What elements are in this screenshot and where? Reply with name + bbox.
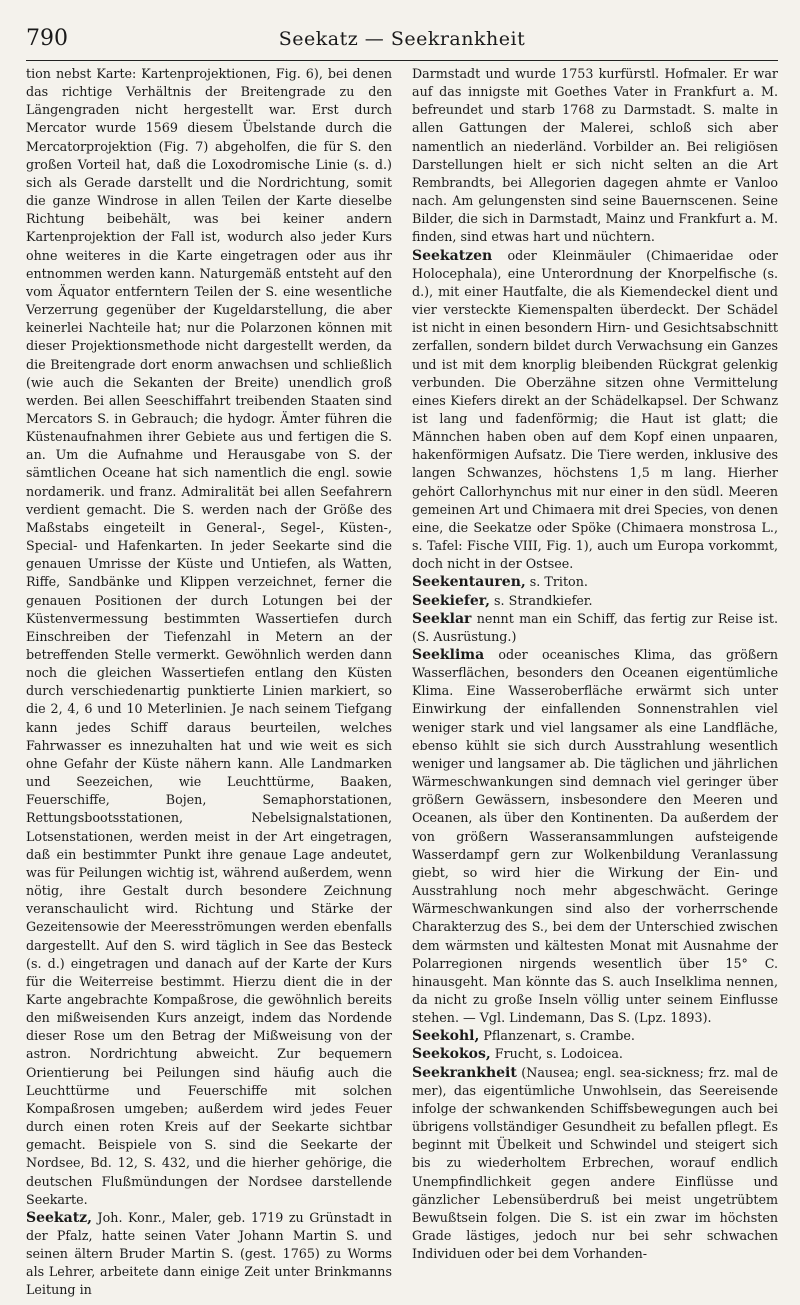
entry-text: nennt man ein Schiff, das fertig zur Reise ist. (S. Ausrüstung.) (412, 610, 778, 644)
entry-text: s. Triton. (525, 574, 588, 590)
dictionary-entry (412, 646, 778, 1027)
entry-continuation (412, 65, 778, 247)
entry-text: Pflanzenart, s. Crambe. (479, 1028, 635, 1044)
entry-text: Darmstadt und wurde 1753 kurfürstl. Hofmaler. Er war auf das innigste mit Goethes Vater in Frankfurt a. M. befreundet und starb 1768 zu Darmstadt. S. malte in allen Gattungen der Malerei, schloß sich aber namentlich an niederländ. Vorbilder an. Bei religiösen Darstellungen hielt er sich nicht selten an die Art Rembrandts, bei Allegorien dagegen ahmte er Vanloo nach. Am gelungensten sind seine Bauernscenen. Seine Bilder, die sich in Darmstadt, Mainz und Frankfurt a. M. finden, sind etwas hart und nüchtern. (412, 66, 778, 245)
dictionary-entry (412, 573, 778, 591)
running-head: Seekatz — Seekrankheit (278, 28, 526, 50)
entry-text: s. Strandkiefer. (490, 592, 593, 608)
entry-headword: Seekiefer, (412, 592, 491, 609)
dictionary-entry (412, 1064, 778, 1264)
entry-headword: Seeklima (412, 647, 485, 663)
dictionary-entry (26, 1209, 392, 1300)
entry-headword: Seekrankheit (412, 1064, 517, 1081)
dictionary-entry (412, 610, 778, 646)
entry-continuation (26, 65, 392, 1209)
dictionary-entry (412, 592, 778, 610)
entry-headword: Seeklar (412, 610, 472, 627)
page-header (26, 22, 778, 61)
entry-headword: Seekokos, (412, 1046, 491, 1063)
entry-text: tion nebst Karte: Kartenprojektionen, Fig. 6), bei denen das richtige Verhältnis der Breitengrade zu den Längengraden nicht hergestellt war. Erst durch Mercator wurde 1569 diesem Übelstande durch die Mercatorprojektion (Fig. 7) abgeholfen, die für S. den großen Vorteil hat, daß die Loxodromische Linie (s. d.) sich als Gerade darstellt und die Nordrichtung, somit die ganze Windrose in allen Teilen der Karte dieselbe Richtung beibehält, was bei keiner andern Kartenprojektion der Fall ist, wodurch also jeder Kurs ohne weiteres in die Karte eingetragen oder aus ihr entnommen werden kann. Naturgemäß entsteht auf den vom Äquator entferntern Teilen der S. eine wesentliche Verzerrung gegenüber der Kugeldarstellung, die aber keinerlei Nachteile hat; nur die Polarzonen können mit dieser Projektionsmethode nicht dargestellt werden, da die Breitengrade dort enorm anwachsen und schließlich (wie auch die Sekanten der Breite) unendlich groß werden. Bei allen Seeschiffahrt treibenden Staaten sind Mercators S. in Gebrauch; die hydogr. Ämter führen die Küstenaufnahmen ihrer Gebiete aus und fertigen die S. an. Um die Aufnahme und Herausgabe von S. der sämtlichen Oceane hat sich namentlich die engl. sowie nordamerik. und franz. Admiralität bei allen Seefahrern verdient gemacht. Die S. werden nach der Größe des Maßstabs eingeteilt in General-, Segel-, Küsten-, Special- und Hafenkarten. In jeder Seekarte sind die genauen Umrisse der Küste und Untiefen, als Watten, Riffe, Sandbänke und Klippen verzeichnet, ferner die genauen Positionen der durch Lotungen bei der Küstenvermessung bestimmten Wassertiefen durch Einschreiben der Tiefenzahl in Metern an der betreffenden Stelle vermerkt. Gewöhnlich werden dann noch die gleichen Wassertiefen entlang den Küsten durch verschiedenartig punktierte Linien markiert, so die 2, 4, 6 und 10 Meterlinien. Je nach seinem Tiefgang kann jedes Schiff daraus beurteilen, welches Fahrwasser es innezuhalten hat und wie weit es sich ohne Gefahr der Küste nähern kann. Alle Landmarken und Seezeichen, wie Leuchttürme, Baaken, Feuerschiffe, Bojen, Semaphorstationen, Rettungsbootsstationen, Nebelsignalstationen, Lotsenstationen, werden meist in der Art eingetragen, daß ein bestimmter Punkt ihre genaue Lage andeutet, was für Peilungen wichtig ist, während außerdem, wenn nötig, ihre Gestalt durch besondere Zeichnung veranschaulicht wird. Richtung und Stärke der Gezeitensowie der Meeresströmungen werden ebenfalls dargestellt. Auf den S. wird täglich in See das Besteck (s. d.) eingetragen und danach auf der Karte der Kurs für die Weiterreise bestimmt. Hierzu dient die in der Karte angebrachte Kompaßrose, die gewöhnlich bereits den mißweisenden Kurs anzeigt, indem das Nordende dieser Rose um den Betrag der Mißweisung von der astron. Nordrichtung abweicht. Zur bequemern Orientierung bei Peilungen sind häufig auch die Leuchttürme und Feuerschiffe mit solchen Kompaßrosen umgeben; außerdem wird jedes Feuer durch einen roten Kreis auf der Seekarte sichtbar gemacht. Beispiele von S. sind die Seekarte der Nordsee, Bd. 12, S. 432, und die hierher gehörige, die deutschen Flußmündungen der Nordsee darstellende Seekarte. (26, 66, 392, 1207)
entry-headword: Seekatzen (412, 247, 493, 264)
entry-headword: Seekentauren, (412, 574, 526, 591)
right-column (412, 65, 778, 1300)
entry-text: oder Kleinmäuler (Chimaeridae oder Holocephala), eine Unterordnung der Knorpelfische (s. d.), mit einer Hautfalte, die als Kiemendeckel dient und vier versteckte Kiemenspalten überdeckt. Der Schädel ist nicht in einen besondern Hirn- und Gesichtsabschnitt zerfallen, sondern bildet durch Verwachsung ein Ganzes und ist mit dem knorplig bleibenden Rückgrat gelenkig verbunden. Die Oberzähne sitzen ohne Vermittelung eines Kiefers direkt an der Schädelkapsel. Der Schwanz ist lang und fadenförmig; die Haut ist glatt; die Männchen haben oben auf dem Kopf einen unpaaren, hakenförmigen Aufsatz. Die Tiere werden, inklusive des langen Schwanzes, höchstens 1,5 m lang. Hierher gehört Callorhynchus mit nur einer in den südl. Meeren gemeinen Art und Chimaera mit drei Species, von denen eine, die Seekatze oder Spöke (Chimaera monstrosa L., s. Tafel: Fische VIII, Fig. 1), auch um Europa vorkommt, doch nicht in der Ostsee. (412, 247, 778, 572)
entry-text: (Nausea; engl. sea-sickness; frz. mal de mer), das eigentümliche Unwohlsein, das Seereisende infolge der schwankenden Schiffsbewegungen auch bei übrigens vollständiger Gesundheit zu befallen pflegt. Es beginnt mit Übelkeit und Schwindel und steigert sich bis zu wiederholtem Erbrechen, worauf endlich Unempfindlichkeit gegen andere Einflüsse und gänzlicher Lebensüberdruß bei meist ungetrübtem Bewußtsein folgen. Die S. ist ein zwar im höchsten Grade lästiges, jedoch nur bei sehr schwachen Individuen oder bei dem Vorhanden- (412, 1064, 778, 1262)
entry-text: Joh. Konr., Maler, geb. 1719 zu Grünstadt in der Pfalz, hatte seinen Vater Johann Martin S. und seinen ältern Bruder Martin S. (gest. 1765) zu Worms als Lehrer, arbeitete dann einige Zeit unter Brinkmanns Leitung in (26, 1209, 392, 1298)
dictionary-entry (412, 1027, 778, 1045)
entry-headword: Seekohl, (412, 1028, 480, 1045)
entry-text: Frucht, s. Lodoicea. (490, 1046, 623, 1062)
left-column (26, 65, 392, 1300)
text-columns (26, 65, 778, 1300)
entry-headword: Seekatz, (26, 1209, 92, 1226)
dictionary-entry (412, 1045, 778, 1063)
dictionary-entry (412, 247, 778, 574)
page-number: 790 (26, 26, 68, 51)
entry-text: oder oceanisches Klima, das größern Wasserflächen, besonders den Oceanen eigentümliche Klima. Eine Wasseroberfläche erwärmt sich unter Einwirkung der einfallenden Sonnenstrahlen viel weniger stark und viel langsamer als eine Landfläche, ebenso kühlt sie sich durch Ausstrahlung wesentlich weniger und langsamer ab. Die täglichen und jährlichen Wärmeschwankungen sind demnach viel geringer über größern Gewässern, insbesondere den Meeren und Oceanen, als über den Kontinenten. Da außerdem der von größern Wasseransammlungen aufsteigende Wasserdampf gern zur Wolkenbildung Veranlassung giebt, so wird hier die Wirkung der Ein- und Ausstrahlung noch mehr abgeschwächt. Geringe Wärmeschwankungen sind also der vorherrschende Charakterzug des S., bei dem der Unterschied zwischen dem wärmsten und kältesten Monat mit Ausnahme der Polarregionen nirgends wesentlich über 15° C. hinausgeht. Man könnte das S. auch Inselklima nennen, da nicht zu große Inseln völlig unter seinem Einflusse stehen. — Vgl. Lindemann, Das S. (Lpz. 1893). (412, 647, 778, 1026)
